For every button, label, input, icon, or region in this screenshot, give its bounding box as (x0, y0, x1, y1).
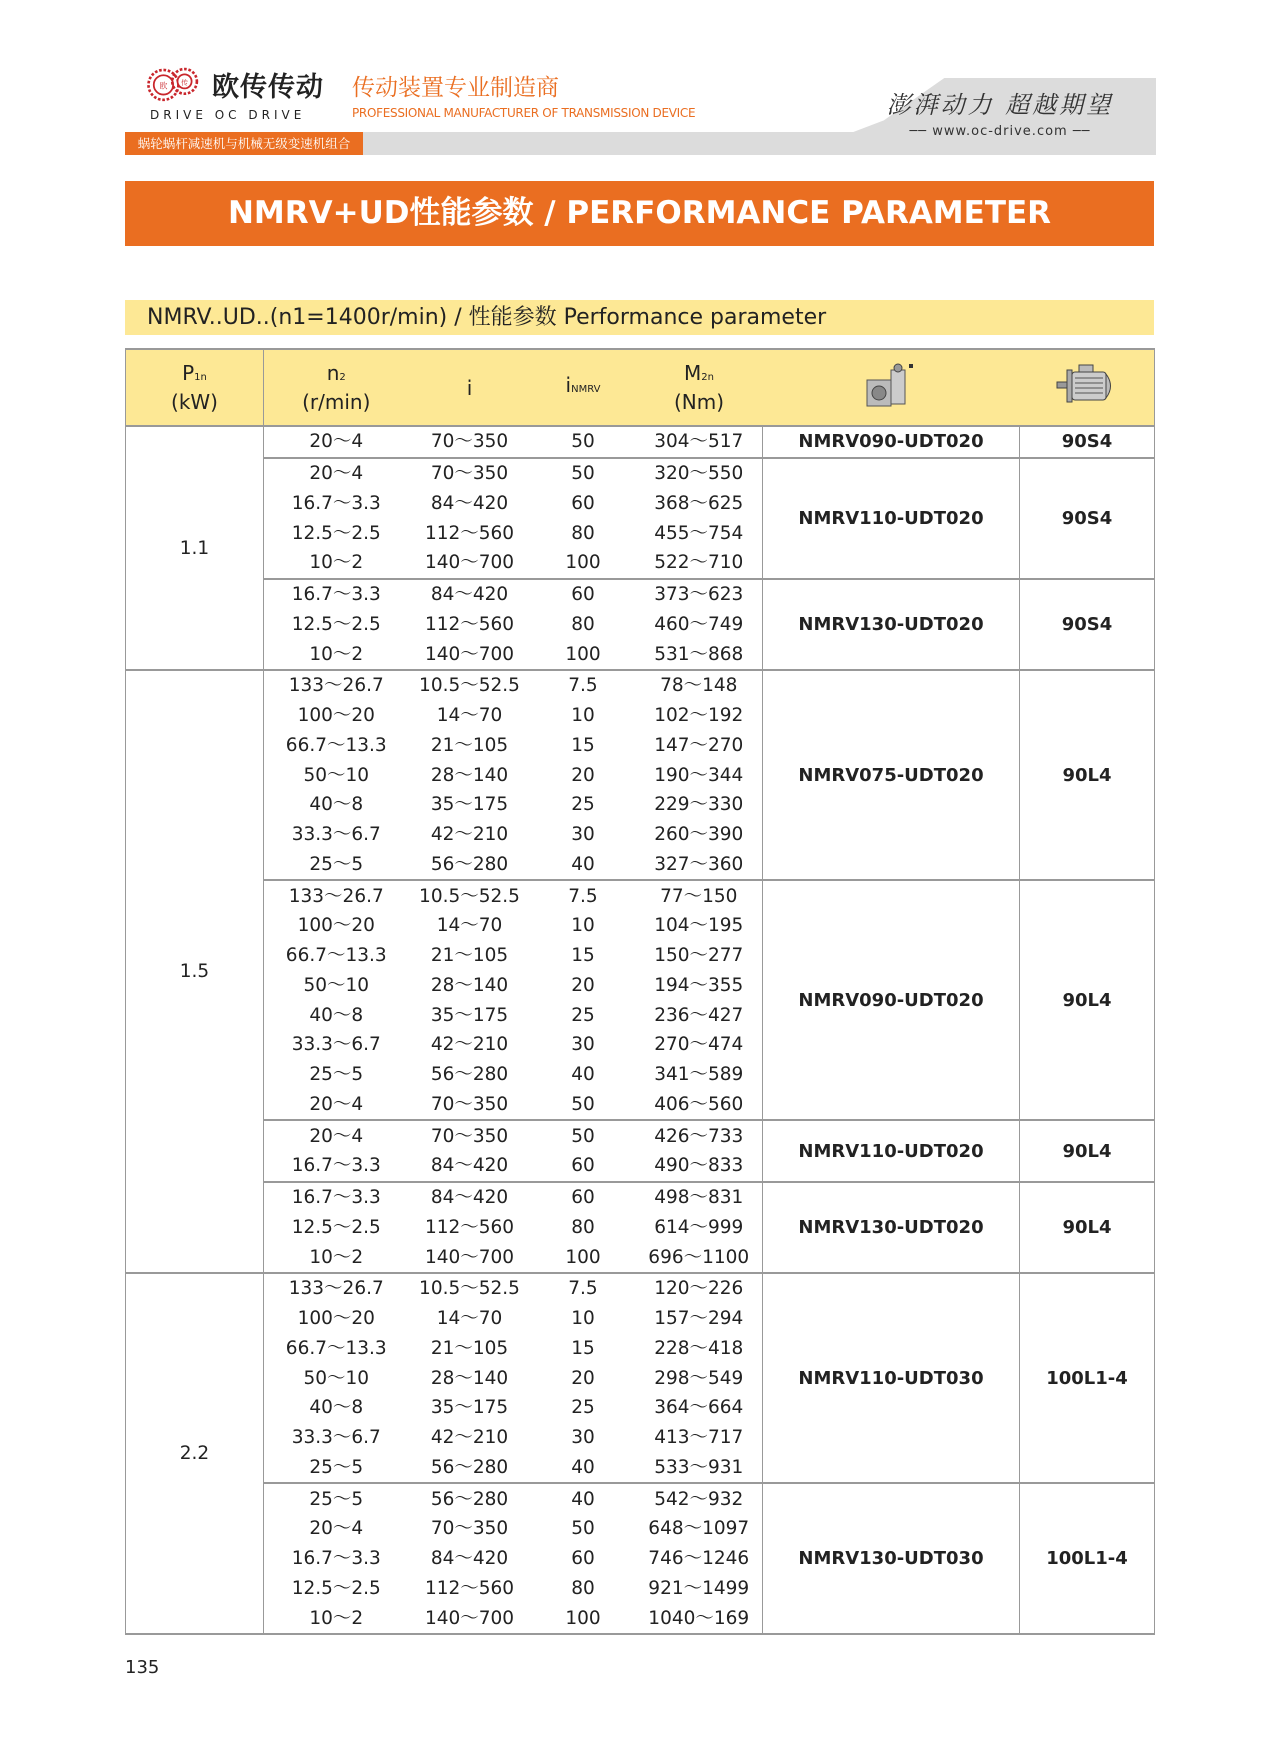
inmrv-cell: 100 (565, 552, 601, 574)
i-cell: 56～280 (430, 853, 509, 875)
logo-text-cn: 欧传传动 (212, 72, 324, 103)
m2n-cell: 455～754 (654, 522, 744, 544)
header-m2n (636, 349, 763, 426)
i-cell: 140～700 (424, 643, 515, 665)
table-row (126, 1120, 1155, 1151)
i-cell: 140～700 (424, 1607, 515, 1629)
n2-cell: 33.3～6.7 (264, 820, 409, 850)
m2n-cell: 120～226 (636, 1273, 763, 1304)
m2n-cell: 498～831 (636, 1182, 763, 1213)
m2n-cell: 102～192 (654, 705, 744, 727)
n2-cell: 20～4 (264, 426, 409, 458)
inmrv-cell: 20 (571, 974, 595, 996)
n2-cell: 10～2 (264, 1603, 409, 1634)
motor-cell: 90S4 (1020, 426, 1155, 458)
m2n-cell: 236～427 (654, 1004, 744, 1026)
motor-cell: 90S4 (1020, 458, 1155, 579)
i-cell: 84～420 (409, 579, 531, 610)
i-cell: 14～70 (436, 705, 503, 727)
header-n2-unit: (r/min) (302, 390, 371, 414)
inmrv-cell: 7.5 (531, 670, 636, 701)
header-p1n-unit: (kW) (171, 390, 218, 414)
motor-cell: 90L4 (1020, 670, 1155, 880)
n2-cell: 66.7～13.3 (264, 941, 409, 971)
i-cell: 70～350 (430, 1093, 509, 1115)
inmrv-cell: 10 (571, 705, 595, 727)
n2-cell: 133～26.7 (264, 670, 409, 701)
n2-cell: 25～5 (264, 1060, 409, 1090)
n2-cell: 16.7～3.3 (264, 1151, 409, 1182)
table-row (126, 670, 1155, 701)
m2n-cell: 298～549 (654, 1367, 744, 1389)
i-cell: 84～420 (430, 1548, 509, 1570)
m2n-cell: 190～344 (654, 764, 744, 786)
model-cell: NMRV075-UDT020 (763, 670, 1020, 880)
m2n-cell: 320～550 (636, 458, 763, 489)
m2n-cell: 147～270 (654, 734, 744, 756)
n2-cell: 40～8 (264, 1000, 409, 1030)
inmrv-cell: 10 (571, 915, 595, 937)
n2-cell: 20～4 (264, 458, 409, 489)
logo-badge-left: 欧 (159, 81, 168, 91)
i-cell: 112～560 (424, 1216, 515, 1238)
i-cell: 35～175 (430, 1397, 509, 1419)
model-cell: NMRV090-UDT020 (763, 426, 1020, 458)
inmrv-cell: 25 (571, 1004, 595, 1026)
page-title: NMRV+UD性能参数 / PERFORMANCE PARAMETER (125, 181, 1154, 246)
m2n-cell: 304～517 (636, 426, 763, 458)
table-row (126, 1182, 1155, 1213)
table-row (126, 1483, 1155, 1514)
m2n-cell: 542～932 (636, 1483, 763, 1514)
i-cell: 28～140 (430, 974, 509, 996)
inmrv-cell: 80 (571, 613, 595, 635)
m2n-cell: 746～1246 (648, 1548, 750, 1570)
m2n-cell: 522～710 (654, 552, 744, 574)
model-cell: NMRV130-UDT030 (763, 1483, 1020, 1634)
n2-cell: 16.7～3.3 (264, 1182, 409, 1213)
motor-cell: 90S4 (1020, 579, 1155, 670)
i-cell: 112～560 (424, 1577, 515, 1599)
n2-cell: 10～2 (264, 548, 409, 579)
inmrv-cell: 7.5 (531, 880, 636, 911)
logo-badge-right: 传 (181, 77, 189, 87)
m2n-cell: 413～717 (654, 1427, 744, 1449)
m2n-cell: 327～360 (654, 853, 744, 875)
inmrv-cell: 40 (531, 1483, 636, 1514)
inmrv-cell: 50 (531, 458, 636, 489)
model-cell: NMRV110-UDT020 (763, 458, 1020, 579)
m2n-cell: 460～749 (654, 613, 744, 635)
n2-cell: 40～8 (264, 790, 409, 820)
logo-gears-icon (142, 62, 206, 106)
inmrv-cell: 25 (571, 1397, 595, 1419)
n2-cell: 12.5～2.5 (264, 610, 409, 640)
n2-cell: 100～20 (264, 1304, 409, 1334)
slogan-cn: 传动装置专业制造商 (352, 75, 559, 101)
m2n-cell: 150～277 (654, 945, 744, 967)
i-cell: 28～140 (430, 1367, 509, 1389)
header-motor-image (1020, 349, 1155, 426)
m2n-cell: 426～733 (636, 1120, 763, 1151)
n2-cell: 10～2 (264, 639, 409, 670)
inmrv-cell: 60 (571, 1155, 595, 1177)
model-cell: NMRV130-UDT020 (763, 1182, 1020, 1273)
i-cell: 84～420 (430, 492, 509, 514)
i-cell: 35～175 (430, 794, 509, 816)
inmrv-cell: 100 (565, 643, 601, 665)
n2-cell: 12.5～2.5 (264, 1213, 409, 1243)
i-cell: 70～350 (409, 1120, 531, 1151)
m2n-cell: 921～1499 (648, 1577, 750, 1599)
m2n-cell: 648～1097 (648, 1518, 750, 1540)
i-cell: 42～210 (430, 1034, 509, 1056)
inmrv-cell: 50 (531, 1120, 636, 1151)
table-row (126, 426, 1155, 458)
inmrv-cell: 80 (571, 1216, 595, 1238)
motor-cell: 90L4 (1020, 1182, 1155, 1273)
inmrv-cell: 40 (571, 1456, 595, 1478)
motor-cell: 90L4 (1020, 1120, 1155, 1182)
m2n-cell: 229～330 (654, 794, 744, 816)
power-cell: 1.1 (126, 426, 264, 670)
n2-cell: 16.7～3.3 (264, 1544, 409, 1574)
i-cell: 56～280 (430, 1456, 509, 1478)
category-label: 蜗轮蜗杆减速机与机械无级变速机组合 (125, 132, 363, 155)
inmrv-cell: 10 (571, 1308, 595, 1330)
website-text: www.oc-drive.com (932, 124, 1068, 139)
motor-cell: 90L4 (1020, 880, 1155, 1120)
header-p1n-sub: 1n (194, 372, 207, 383)
inmrv-cell: 25 (571, 794, 595, 816)
slogan-en: PROFESSIONAL MANUFACTURER OF TRANSMISSION DEVICE (352, 106, 696, 120)
n2-cell: 50～10 (264, 1363, 409, 1393)
inmrv-cell: 60 (531, 579, 636, 610)
header-gearbox-image (763, 349, 1020, 426)
page-number: 135 (125, 1657, 160, 1678)
logo-text-en: DRIVE OC DRIVE (150, 108, 306, 122)
n2-cell: 133～26.7 (264, 1273, 409, 1304)
header-m2n-sub: 2n (701, 372, 714, 383)
n2-cell: 10～2 (264, 1242, 409, 1273)
n2-cell: 133～26.7 (264, 880, 409, 911)
m2n-cell: 1040～169 (648, 1607, 750, 1629)
i-cell: 21～105 (430, 734, 509, 756)
n2-cell: 33.3～6.7 (264, 1030, 409, 1060)
n2-cell: 25～5 (264, 850, 409, 881)
n2-cell: 12.5～2.5 (264, 1574, 409, 1604)
model-cell: NMRV130-UDT020 (763, 579, 1020, 670)
inmrv-cell: 20 (571, 1367, 595, 1389)
m2n-cell: 368～625 (654, 492, 744, 514)
m2n-cell: 78～148 (636, 670, 763, 701)
i-cell: 10.5～52.5 (409, 1273, 531, 1304)
n2-cell: 100～20 (264, 701, 409, 731)
n2-cell: 20～4 (264, 1514, 409, 1544)
n2-cell: 25～5 (264, 1483, 409, 1514)
i-cell: 140～700 (424, 1246, 515, 1268)
i-cell: 70～350 (430, 1518, 509, 1540)
motto: 澎湃动力 超越期望 (886, 91, 1114, 119)
inmrv-cell: 40 (571, 853, 595, 875)
m2n-cell: 194～355 (654, 974, 744, 996)
n2-cell: 50～10 (264, 760, 409, 790)
m2n-cell: 406～560 (654, 1093, 744, 1115)
header-inmrv-symbol: i (565, 373, 572, 397)
m2n-cell: 157～294 (654, 1308, 744, 1330)
inmrv-cell: 20 (571, 764, 595, 786)
header-n2 (264, 349, 409, 426)
m2n-cell: 341～589 (654, 1064, 744, 1086)
table-row (126, 579, 1155, 610)
motor-cell: 100L1-4 (1020, 1483, 1155, 1634)
header-m2n-symbol: M (684, 361, 702, 385)
n2-cell: 16.7～3.3 (264, 489, 409, 519)
n2-cell: 20～4 (264, 1090, 409, 1121)
inmrv-cell: 15 (571, 1337, 595, 1359)
motor-cell: 100L1-4 (1020, 1273, 1155, 1483)
header-p1n (126, 349, 264, 426)
n2-cell: 20～4 (264, 1120, 409, 1151)
inmrv-cell: 50 (571, 1093, 595, 1115)
header-inmrv (531, 349, 636, 426)
i-cell: 10.5～52.5 (409, 670, 531, 701)
n2-cell: 66.7～13.3 (264, 731, 409, 761)
inmrv-cell: 40 (571, 1064, 595, 1086)
n2-cell: 40～8 (264, 1393, 409, 1423)
n2-cell: 100～20 (264, 911, 409, 941)
header-p1n-symbol: P (182, 361, 195, 385)
motor-icon (1055, 362, 1119, 408)
inmrv-cell: 15 (571, 945, 595, 967)
m2n-cell: 260～390 (654, 824, 744, 846)
n2-cell: 12.5～2.5 (264, 518, 409, 548)
i-cell: 84～420 (430, 1155, 509, 1177)
i-cell: 112～560 (424, 522, 515, 544)
header-i (409, 349, 531, 426)
i-cell: 140～700 (424, 552, 515, 574)
n2-cell: 16.7～3.3 (264, 579, 409, 610)
m2n-cell: 490～833 (654, 1155, 744, 1177)
power-cell: 2.2 (126, 1273, 264, 1634)
inmrv-cell: 30 (571, 824, 595, 846)
inmrv-cell: 80 (571, 522, 595, 544)
inmrv-cell: 30 (571, 1034, 595, 1056)
inmrv-cell: 50 (531, 426, 636, 458)
i-cell: 28～140 (430, 764, 509, 786)
header-m2n-unit: (Nm) (673, 390, 725, 414)
header-inmrv-sub: NMRV (571, 384, 601, 395)
inmrv-cell: 50 (571, 1518, 595, 1540)
performance-table (125, 348, 1155, 1635)
m2n-cell: 373～623 (636, 579, 763, 610)
n2-cell: 66.7～13.3 (264, 1334, 409, 1364)
website: ── www.oc-drive.com ── (909, 124, 1091, 139)
m2n-cell: 104～195 (654, 915, 744, 937)
header-n2-sub: 2 (339, 372, 346, 383)
i-cell: 56～280 (409, 1483, 531, 1514)
model-cell: NMRV110-UDT020 (763, 1120, 1020, 1182)
inmrv-cell: 60 (571, 492, 595, 514)
inmrv-cell: 80 (571, 1577, 595, 1599)
m2n-cell: 696～1100 (648, 1246, 750, 1268)
i-cell: 112～560 (424, 613, 515, 635)
i-cell: 14～70 (436, 915, 503, 937)
inmrv-cell: 7.5 (531, 1273, 636, 1304)
m2n-cell: 531～868 (654, 643, 744, 665)
power-cell: 1.5 (126, 670, 264, 1273)
i-cell: 10.5～52.5 (409, 880, 531, 911)
inmrv-cell: 100 (565, 1246, 601, 1268)
header-i-symbol: i (466, 375, 473, 400)
table-header-row (126, 349, 1155, 426)
header-n2-symbol: n (326, 361, 340, 385)
inmrv-cell: 30 (571, 1427, 595, 1449)
table-row (126, 1273, 1155, 1304)
table-row (126, 458, 1155, 489)
inmrv-cell: 100 (565, 1607, 601, 1629)
i-cell: 84～420 (409, 1182, 531, 1213)
table-body (126, 426, 1155, 1634)
table-row (126, 880, 1155, 911)
section-subtitle: NMRV..UD..(n1=1400r/min) / 性能参数 Performance parameter (125, 300, 1154, 335)
i-cell: 14～70 (436, 1308, 503, 1330)
inmrv-cell: 60 (571, 1548, 595, 1570)
m2n-cell: 533～931 (654, 1456, 744, 1478)
m2n-cell: 77～150 (636, 880, 763, 911)
i-cell: 70～350 (409, 458, 531, 489)
n2-cell: 33.3～6.7 (264, 1423, 409, 1453)
i-cell: 42～210 (430, 1427, 509, 1449)
gearbox-icon (863, 362, 919, 408)
m2n-cell: 614～999 (654, 1216, 744, 1238)
inmrv-cell: 60 (531, 1182, 636, 1213)
i-cell: 42～210 (430, 824, 509, 846)
model-cell: NMRV110-UDT030 (763, 1273, 1020, 1483)
m2n-cell: 270～474 (654, 1034, 744, 1056)
m2n-cell: 228～418 (654, 1337, 744, 1359)
i-cell: 35～175 (430, 1004, 509, 1026)
n2-cell: 25～5 (264, 1453, 409, 1484)
m2n-cell: 364～664 (654, 1397, 744, 1419)
model-cell: NMRV090-UDT020 (763, 880, 1020, 1120)
i-cell: 21～105 (430, 1337, 509, 1359)
i-cell: 70～350 (409, 426, 531, 458)
i-cell: 56～280 (430, 1064, 509, 1086)
n2-cell: 50～10 (264, 971, 409, 1001)
inmrv-cell: 15 (571, 734, 595, 756)
i-cell: 21～105 (430, 945, 509, 967)
